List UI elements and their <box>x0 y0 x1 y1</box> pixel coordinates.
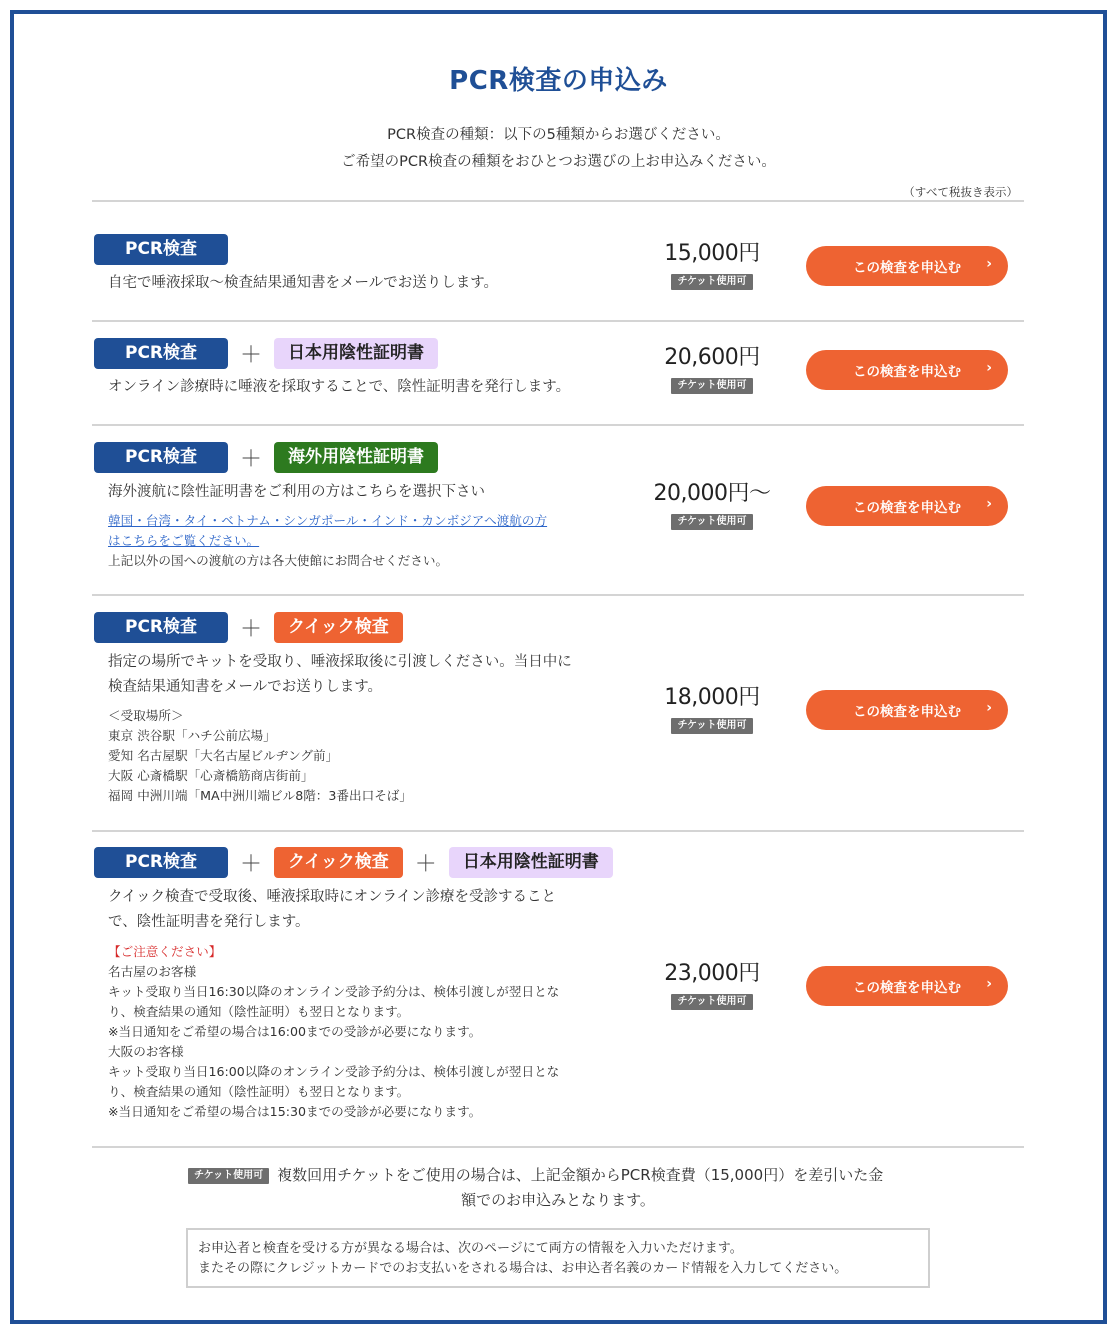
tag-pcr: PCR検査 <box>94 338 228 369</box>
chevron-right-icon: › <box>986 700 992 716</box>
place-item: 大阪 心斎橋駅「心斎橋筋商店街前」 <box>108 768 314 783</box>
plus-icon: ＋ <box>239 852 262 877</box>
intro-text <box>14 122 1103 176</box>
price: 15,000円 <box>664 241 760 266</box>
ticket-badge: チケット使用可 <box>671 718 752 734</box>
plan-row-pcr-overseas-cert <box>92 426 1024 594</box>
apply-button[interactable] <box>806 486 1008 526</box>
plan-description: 自宅で唾液採取〜検査結果通知書をメールでお送りします。 <box>108 275 499 291</box>
places-title: ＜受取場所＞ <box>108 708 184 723</box>
info-line-2: またその際にクレジットカードでのお支払いをされる場合は、お申込者名義のカード情報を入力してください。 <box>198 1261 848 1276</box>
apply-button[interactable] <box>806 690 1008 730</box>
tax-note: （すべて税抜き表示） <box>903 185 1018 199</box>
intro-line-1: PCR検査の種類：以下の5種類からお選びください。 <box>387 127 730 143</box>
caution-line: り、検査結果の通知（陰性証明）も翌日となります。 <box>108 1004 410 1019</box>
caution-line: 名古屋のお客様 <box>108 964 197 979</box>
apply-button-label: この検査を申込む <box>853 980 961 996</box>
plan-tags <box>94 338 438 369</box>
plus-icon: ＋ <box>239 343 262 368</box>
other-country-note: 上記以外の国への渡航の方は各大使館にお問合せください。 <box>108 553 449 568</box>
pickup-places <box>108 706 412 806</box>
price: 23,000円 <box>664 961 760 986</box>
plan-description: 指定の場所でキットを受取り、唾液採取後に引渡しください。当日中に 検査結果通知書をメールでお送りします。 <box>108 654 572 695</box>
ticket-badge: チケット使用可 <box>671 378 752 394</box>
plan-tags <box>94 442 438 473</box>
plus-icon: ＋ <box>239 617 262 642</box>
apply-button[interactable] <box>806 966 1008 1006</box>
price-box <box>632 683 792 734</box>
divider <box>92 1146 1024 1148</box>
caution-line: 大阪のお客様 <box>108 1044 184 1059</box>
chevron-right-icon: › <box>986 976 992 992</box>
tag-overseas-cert: 海外用陰性証明書 <box>274 442 438 473</box>
ticket-badge: チケット使用可 <box>188 1168 269 1184</box>
plan-tags <box>94 234 228 265</box>
caution-notes <box>108 942 559 1122</box>
page-title: PCR検査の申込み <box>449 66 668 96</box>
ticket-badge: チケット使用可 <box>671 994 752 1010</box>
price-box <box>632 239 792 290</box>
applicant-info-box <box>186 1228 930 1288</box>
ticket-badge: チケット使用可 <box>671 514 752 530</box>
price: 18,000円 <box>664 685 760 710</box>
price-box <box>632 343 792 394</box>
tag-pcr: PCR検査 <box>94 234 228 265</box>
plan-description: 海外渡航に陰性証明書をご利用の方はこちらを選択下さい <box>108 484 485 500</box>
caution-line: ※当日通知をご希望の場合は16:00までの受診が必要になります。 <box>108 1024 482 1039</box>
plan-tags <box>94 612 403 643</box>
chevron-right-icon: › <box>986 496 992 512</box>
apply-button-label: この検査を申込む <box>853 500 961 516</box>
caution-title: 【ご注意ください】 <box>108 944 222 959</box>
tag-jp-cert: 日本用陰性証明書 <box>274 338 438 369</box>
ticket-badge: チケット使用可 <box>671 274 752 290</box>
country-info <box>108 511 547 571</box>
info-line-1: お申込者と検査を受ける方が異なる場合は、次のページにて両方の情報を入力いただけます。 <box>198 1241 743 1256</box>
tag-quick: クイック検査 <box>274 612 403 643</box>
place-item: 東京 渋谷駅「ハチ公前広場」 <box>108 728 276 743</box>
plan-description: クイック検査で受取後、唾液採取時にオンライン診療を受診すること で、陰性証明書を発行します。 <box>108 889 557 930</box>
tag-pcr: PCR検査 <box>94 847 228 878</box>
place-item: 福岡 中洲川端「MA中洲川端ビル8階：3番出口そば」 <box>108 788 412 803</box>
country-list-link[interactable]: 韓国・台湾・タイ・ベトナム・シンガポール・インド・カンボジアへ渡航の方 はこちらをご覧ください。 <box>108 513 548 548</box>
caution-line: り、検査結果の通知（陰性証明）も翌日となります。 <box>108 1084 410 1099</box>
tag-pcr: PCR検査 <box>94 612 228 643</box>
ticket-usage-note: チケット使用可 複数回用チケットをご使用の場合は、上記金額からPCR検査費（15,000円）を差引いた金 額でのお申込みとなります。 <box>0 1163 1116 1213</box>
tag-jp-cert: 日本用陰性証明書 <box>449 847 613 878</box>
plan-row-pcr <box>92 202 1024 321</box>
price: 20,600円 <box>664 345 760 370</box>
caution-line: キット受取り当日16:00以降のオンライン受診予約分は、検体引渡しが翌日とな <box>108 1064 560 1079</box>
place-item: 愛知 名古屋駅「大名古屋ビルヂング前」 <box>108 748 339 763</box>
plan-row-pcr-jp-cert <box>92 322 1024 425</box>
caution-line: ※当日通知をご希望の場合は15:30までの受診が必要になります。 <box>108 1104 482 1119</box>
tag-quick: クイック検査 <box>274 847 403 878</box>
price: 20,000円〜 <box>653 481 771 506</box>
price-box <box>632 479 792 530</box>
plus-icon: ＋ <box>239 447 262 472</box>
apply-button[interactable] <box>806 246 1008 286</box>
apply-button-label: この検査を申込む <box>853 260 961 276</box>
price-box <box>632 959 792 1010</box>
plan-description: オンライン診療時に唾液を採取することで、陰性証明書を発行します。 <box>108 379 571 395</box>
apply-button-label: この検査を申込む <box>853 704 961 720</box>
plan-tags <box>94 847 613 878</box>
caution-line: キット受取り当日16:30以降のオンライン受診予約分は、検体引渡しが翌日とな <box>108 984 560 999</box>
apply-button-label: この検査を申込む <box>853 364 961 380</box>
chevron-right-icon: › <box>986 360 992 376</box>
tag-pcr: PCR検査 <box>94 442 228 473</box>
apply-button[interactable] <box>806 350 1008 390</box>
plan-row-pcr-quick <box>92 596 1024 831</box>
plan-row-pcr-quick-jp-cert <box>92 832 1024 1146</box>
intro-line-2: ご希望のPCR検査の種類をおひとつお選びの上お申込みください。 <box>341 154 776 170</box>
plus-icon: ＋ <box>414 852 437 877</box>
chevron-right-icon: › <box>986 256 992 272</box>
